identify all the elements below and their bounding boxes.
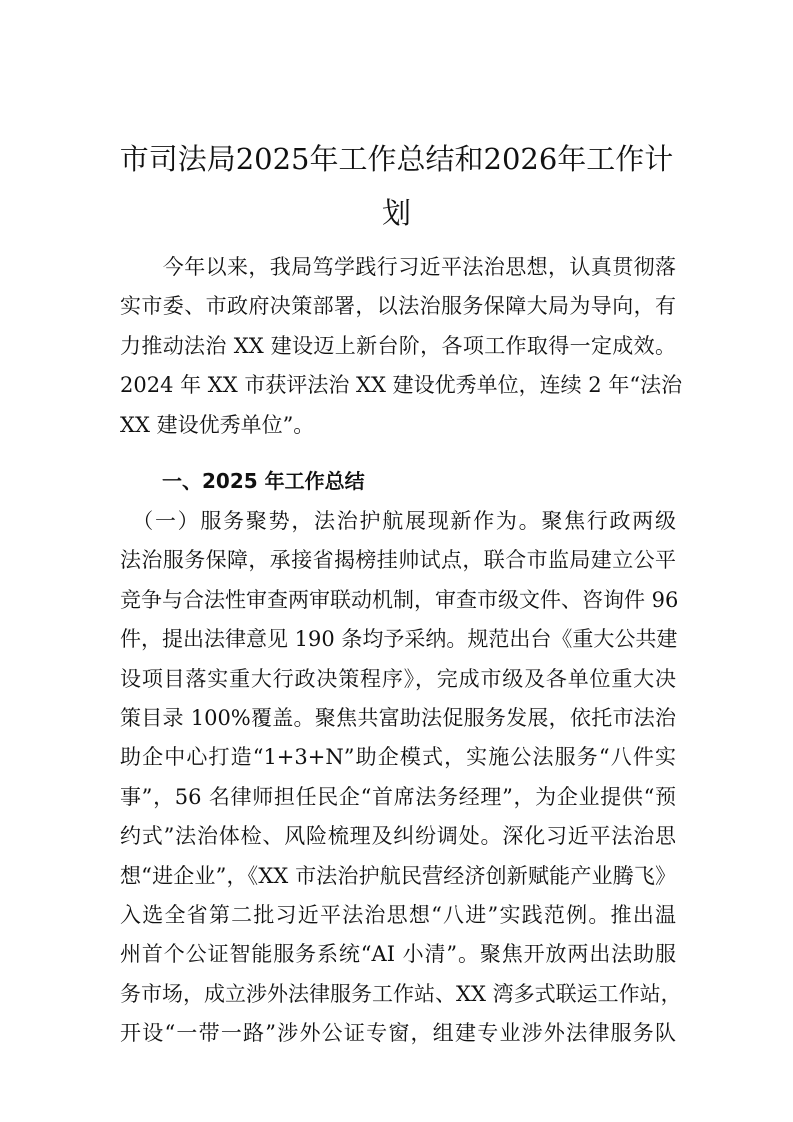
text-line: 策目录 100%覆盖。聚焦共富助法促服务发展，依托市法治 (120, 706, 676, 730)
text-line: 州首个公证智能服务系统“AI 小清”。聚焦开放两出法助服 (120, 942, 676, 967)
text-line: 实市委、市政府决策部署，以法治服务保障大局为导向，有 (120, 294, 676, 319)
text-line: 事”，56 名律师担任民企“首席法务经理”，为企业提供“预 (120, 784, 676, 809)
text-line: 件，提出法律意见 190 条均予采纳。规范出台《重大公共建 (120, 627, 678, 652)
text-line: 约式”法治体检、风险梳理及纠纷调处。深化习近平法治思 (120, 824, 676, 849)
text-line: 开设“一带一路”涉外公证专窗，组建专业涉外法律服务队 (120, 1021, 676, 1046)
text-line: 力推动法治 XX 建设迈上新台阶，各项工作取得一定成效。 (120, 333, 676, 358)
text-line: 今年以来，我局笃学践行习近平法治思想，认真贯彻落 (120, 255, 676, 279)
text-line: 设项目落实重大行政决策程序》，完成市级及各单位重大决 (120, 666, 676, 691)
text-line: 竞争与合法性审查两审联动机制，审查市级文件、咨询件 96 (120, 587, 679, 612)
text-line: 入选全省第二批习近平法治思想“八进”实践范例。推出温 (120, 903, 676, 927)
text-line: 助企中心打造“1+3+N”助企模式，实施公法服务“八件实 (120, 745, 676, 770)
text-line: 想“进企业”，《XX 市法治护航民营经济创新赋能产业腾飞》 (120, 863, 676, 888)
text-line: 务市场，成立涉外法律服务工作站、XX 湾多式联运工作站， (120, 981, 682, 1006)
text-line: XX 建设优秀单位”。 (120, 412, 315, 437)
section-heading: 一、2025 年工作总结 (162, 469, 365, 493)
document-title-line-1: 市司法局2025年工作总结和2026年工作计 (119, 142, 674, 176)
document-title-line-2: 划 (381, 196, 411, 230)
text-line: （一）服务聚势，法治护航展现新作为。聚焦行政两级 (120, 509, 676, 533)
text-line: 2024 年 XX 市获评法治 XX 建设优秀单位，连续 2 年“法治 (120, 373, 683, 398)
text-line: 法治服务保障，承接省揭榜挂帅试点，联合市监局建立公平 (120, 548, 676, 573)
